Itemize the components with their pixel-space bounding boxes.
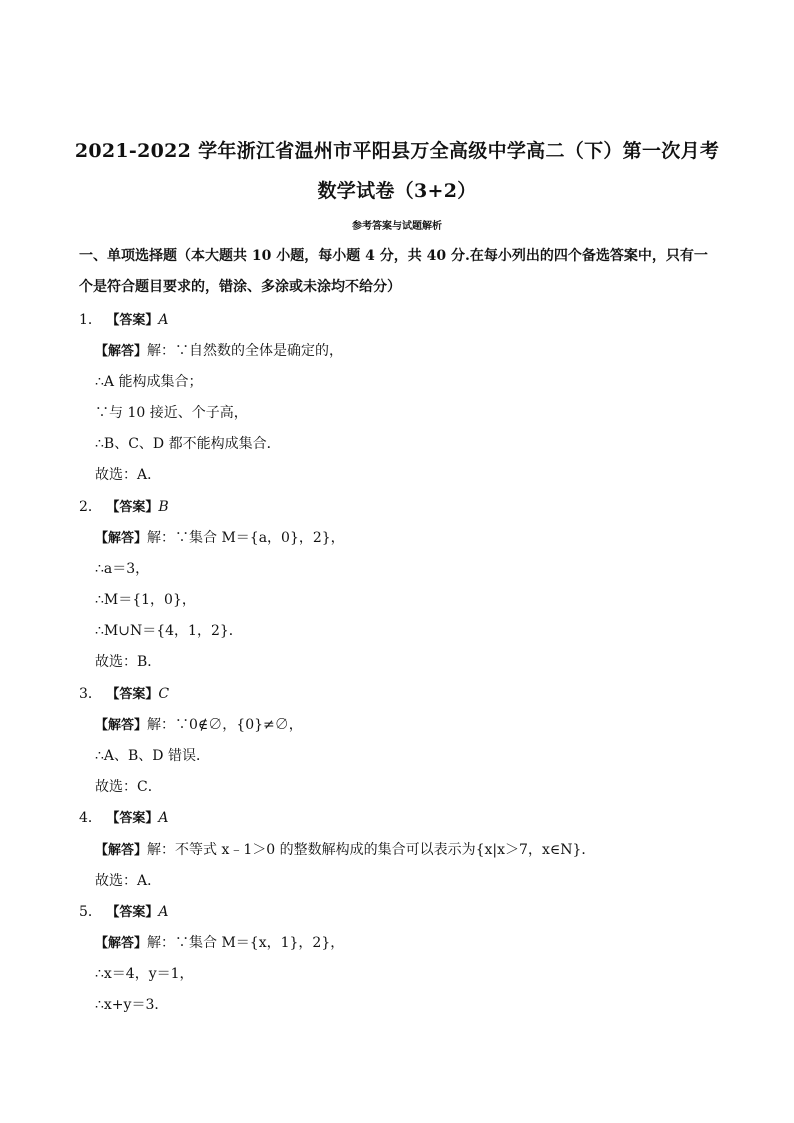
solution-label: 【解答】 — [95, 531, 148, 546]
question-4-solution — [95, 840, 595, 861]
solution-line: 故选：A． — [95, 467, 162, 483]
answer-value: B — [158, 499, 169, 515]
solution-line: 故选：C． — [95, 779, 162, 795]
solution-text: 解：∵自然数的全体是确定的， — [147, 343, 344, 359]
answer-label: 【答案】 — [106, 811, 159, 826]
solution-line: 故选：B． — [95, 654, 162, 670]
solution-line: ∴A 能构成集合； — [95, 374, 203, 390]
solution-label: 【解答】 — [95, 718, 148, 733]
solution-label: 【解答】 — [95, 843, 148, 858]
document-title-line-2: 数学试卷（3+2） — [317, 180, 477, 202]
question-1-answer — [79, 310, 169, 331]
answer-label: 【答案】 — [106, 905, 159, 920]
answer-label: 【答案】 — [106, 687, 159, 702]
solution-line: ∴a＝3， — [95, 561, 150, 577]
question-number: 4． — [79, 810, 102, 826]
solution-line: ∴A、B、D 错误． — [95, 748, 210, 764]
question-number: 3． — [79, 686, 102, 702]
solution-line: ∴M＝{1，0}， — [95, 592, 196, 608]
solution-label: 【解答】 — [95, 936, 148, 951]
question-1-solution — [95, 341, 343, 362]
answer-value: A — [158, 810, 169, 826]
question-3-answer — [79, 684, 169, 705]
answer-label: 【答案】 — [106, 313, 159, 328]
solution-line: ∴B、C、D 都不能构成集合． — [95, 436, 281, 452]
answer-value: A — [158, 312, 169, 328]
question-number: 1． — [79, 312, 102, 328]
question-2-answer — [79, 497, 169, 518]
solution-text: 解：不等式 x﹣1＞0 的整数解构成的集合可以表示为{x|x＞7，x∈N}． — [147, 842, 596, 858]
section-heading: 一、单项选择题（本大题共 10 小题，每小题 4 分，共 40 分.在每小列出的四个备选答案中，只有一个是符合题目要求的，错涂、多涂或未涂均不给分） — [79, 248, 708, 295]
question-5-solution — [95, 933, 344, 954]
solution-line: ∴x+y＝3． — [95, 997, 169, 1013]
answer-value: A — [158, 904, 169, 920]
solution-label: 【解答】 — [95, 344, 148, 359]
answer-value: C — [158, 686, 170, 702]
solution-line: 故选：A． — [95, 873, 162, 889]
solution-line: ∵与 10 接近、个子高， — [95, 405, 248, 421]
question-2-solution — [95, 528, 345, 549]
document-subtitle: 参考答案与试题解析 — [352, 221, 442, 232]
question-3-solution — [95, 715, 303, 736]
solution-text: 解：∵集合 M＝{x，1}，2}， — [147, 935, 345, 951]
solution-line: ∴x＝4，y＝1， — [95, 966, 194, 982]
question-number: 5． — [79, 904, 102, 920]
solution-text: 解：∵0∉∅，{0}≠∅， — [147, 717, 303, 733]
solution-text: 解：∵集合 M＝{a，0}，2}， — [147, 530, 345, 546]
document-title-line-1: 2021-2022 学年浙江省温州市平阳县万全高级中学高二（下）第一次月考 — [74, 140, 720, 162]
solution-line: ∴M∪N＝{4，1，2}． — [95, 623, 243, 639]
question-4-answer — [79, 808, 169, 829]
answer-label: 【答案】 — [106, 500, 159, 515]
question-5-answer — [79, 902, 169, 923]
question-number: 2． — [79, 499, 102, 515]
